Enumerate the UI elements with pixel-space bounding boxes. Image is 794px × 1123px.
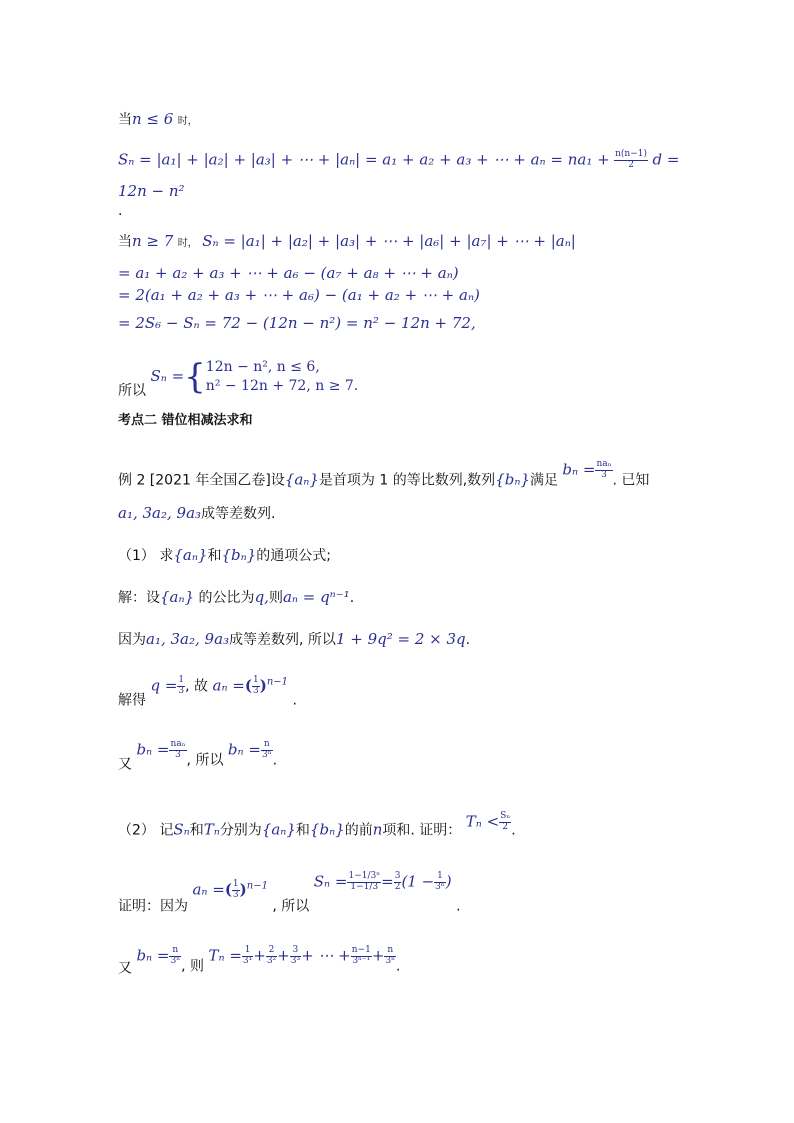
proof-line-1 [118, 872, 461, 913]
text: . [396, 958, 401, 975]
math: bₙ = [562, 460, 596, 479]
numerator: n [169, 946, 181, 957]
fraction [169, 946, 181, 967]
example-statement-2 [118, 506, 275, 521]
text: . [511, 822, 516, 839]
text: . [272, 752, 278, 769]
math: Tₙ [203, 820, 220, 839]
text: 的公比为 [194, 590, 255, 606]
text: 因为 [118, 632, 146, 648]
math: {aₙ} [284, 470, 319, 489]
denominator: 3ⁿ⁻¹ [352, 955, 371, 966]
fraction [232, 880, 240, 901]
fraction [434, 872, 446, 893]
denominator: 2 [394, 881, 401, 892]
math: 12n − n² [118, 182, 185, 200]
math: aₙ = [212, 676, 245, 695]
denominator: 3² [266, 955, 277, 966]
math: Sₙ = [313, 872, 348, 891]
text: 又 [118, 960, 132, 977]
text: 和 [295, 822, 310, 839]
plus: + [253, 946, 266, 965]
math: n ≥ 7 [132, 232, 174, 250]
plus: + [277, 946, 290, 965]
line-sn-result [118, 184, 185, 199]
text: （1） 求 [118, 548, 174, 564]
text: 成等差数列, 所以 [229, 632, 336, 648]
math: d = [652, 150, 680, 169]
text: 时， [177, 238, 198, 249]
text: 项和. 证明： [382, 822, 462, 839]
bn-definition [562, 460, 612, 481]
math: ) [445, 872, 452, 891]
exponent: n−1 [266, 676, 288, 688]
math: Tₙ < [465, 812, 500, 831]
math: aₙ = [192, 880, 225, 899]
denominator: 1−1/3 [350, 881, 379, 892]
question-1 [118, 548, 331, 563]
line-case-n-le-6 [118, 112, 198, 127]
denominator: 3 [232, 889, 239, 900]
math: bₙ = [227, 740, 261, 759]
proof-line-2 [118, 946, 401, 975]
math: n [372, 820, 383, 839]
text: , 则 [181, 958, 205, 975]
fraction [499, 812, 511, 833]
text: 分别为 [219, 822, 262, 839]
math: Sₙ [173, 820, 190, 839]
fraction [384, 946, 396, 967]
math: a₁, 3a₂, 9a₃ [146, 630, 230, 648]
numerator: n−1 [351, 945, 371, 955]
text: . [292, 692, 297, 709]
fraction [351, 946, 372, 967]
math: = 2S₆ − Sₙ = 72 − (12n − n²) = n² − 12n + 72, [118, 314, 476, 332]
denominator: 3ⁿ [261, 749, 272, 760]
inequality [466, 812, 511, 833]
denominator: 3 [178, 685, 185, 696]
denominator: 3ⁿ [170, 955, 181, 966]
solution-line-4 [118, 740, 277, 771]
numerator: 1 [252, 675, 259, 685]
math: aₙ = qⁿ⁻¹ [282, 588, 350, 606]
fraction [347, 872, 381, 893]
numerator: 1 [178, 675, 185, 685]
plus: + [371, 946, 385, 965]
brace: { [184, 356, 206, 397]
math: a₁, 3a₂, 9a₃ [118, 504, 202, 522]
text: , 所以 [272, 898, 310, 915]
denominator: 3 [601, 469, 607, 480]
question-2 [118, 812, 516, 837]
text: （2） 记 [118, 822, 174, 839]
numerator: naₙ [170, 739, 186, 749]
denominator: 3 [252, 685, 259, 696]
text: . [349, 590, 355, 606]
math: {bₙ} [495, 470, 530, 489]
text: 当 [118, 112, 132, 128]
math: bₙ = [136, 946, 170, 965]
text: 又 [118, 756, 132, 773]
fraction [261, 740, 273, 761]
paren: ) [239, 880, 247, 899]
text: . [465, 632, 471, 648]
line-sn-sum [118, 150, 679, 171]
math: {aₙ} [173, 546, 208, 564]
denominator: 3³ [290, 955, 301, 966]
case-1: 12n − n², n ≤ 6, [205, 359, 320, 375]
math: {aₙ} [261, 820, 296, 839]
text: 满足 [529, 472, 558, 489]
solution-line-3 [118, 676, 297, 707]
text: . [456, 898, 461, 915]
section-heading: 考点二 错位相减法求和 [118, 413, 253, 428]
math: Sₙ = |a₁| + |a₂| + |a₃| + ⋯ + |aₙ| = a₁ + a₂ + a₃ + ⋯ + aₙ = na₁ + [118, 150, 610, 169]
fraction [614, 150, 648, 171]
math: bₙ = [136, 740, 170, 759]
numerator: n [384, 946, 396, 957]
numerator: 1−1/3ⁿ [348, 871, 381, 881]
fraction [169, 740, 186, 761]
text: 是首项为 1 的等比数列,数列 [318, 472, 496, 489]
example-statement [118, 460, 649, 487]
text: 的前 [344, 822, 373, 839]
fraction [266, 946, 277, 967]
math: (1 − [401, 872, 435, 891]
fraction [252, 676, 260, 697]
math: = 2(a₁ + a₂ + a₃ + ⋯ + a₆) − (a₁ + a₂ + ⋯ + aₙ) [118, 286, 480, 304]
text: , 所以 [186, 752, 224, 769]
text: , 故 [185, 678, 209, 695]
line-derivation-3 [118, 316, 476, 331]
text: 的通项公式; [256, 548, 331, 564]
numerator: Sₙ [500, 811, 511, 821]
cases [206, 358, 358, 396]
numerator: n(n−1) [615, 149, 648, 159]
paren: ( [244, 676, 252, 695]
math: Tₙ = [208, 946, 242, 965]
numerator: 1 [232, 879, 239, 889]
math: {bₙ} [309, 820, 345, 839]
math: = a₁ + a₂ + a₃ + ⋯ + a₆ − (a₇ + a₈ + ⋯ + aₙ) [118, 264, 459, 282]
denominator: 3 [175, 749, 181, 760]
text: 解：设 [118, 590, 160, 606]
solution-line-1 [118, 590, 354, 605]
math: q = [150, 676, 178, 695]
text: 当 [118, 234, 132, 250]
numerator: 3 [394, 871, 401, 881]
line-piecewise [118, 358, 358, 398]
text: 成等差数列. [201, 506, 276, 522]
denominator: 3¹ [242, 955, 253, 966]
numerator: 2 [266, 946, 277, 957]
math: {bₙ} [221, 546, 257, 564]
denominator: 2 [628, 159, 634, 170]
text: 所以 [118, 382, 146, 399]
math: 1 + 9q² = 2 × 3q [335, 630, 466, 648]
fraction [242, 946, 253, 967]
numerator: 1 [434, 872, 446, 883]
line-derivation-2 [118, 288, 480, 303]
text: . 已知 [612, 472, 650, 489]
sn-expression [314, 872, 452, 893]
text: 例 2 [2021 年全国乙卷]设 [118, 472, 285, 489]
text: 和 [207, 548, 222, 564]
case-2: n² − 12n + 72, n ≥ 7. [205, 377, 359, 394]
text: 证明：因为 [118, 898, 188, 915]
line-derivation-1 [118, 266, 459, 281]
numerator: n [261, 740, 273, 751]
line-period [118, 204, 122, 218]
text: 和 [189, 822, 204, 839]
solution-line-2 [118, 632, 470, 647]
fraction [290, 946, 301, 967]
text: . [118, 203, 123, 219]
math: q, [254, 588, 269, 606]
math: n ≤ 6 [132, 110, 174, 128]
math: = [381, 872, 394, 891]
paren: ( [224, 880, 232, 899]
exponent: n−1 [246, 880, 268, 892]
text: 时， [177, 116, 198, 127]
math: {aₙ} [160, 588, 195, 606]
line-case-n-ge-7 [118, 234, 576, 249]
numerator: 1 [242, 946, 253, 957]
fraction [595, 460, 612, 481]
text: 则 [268, 590, 283, 606]
denominator: 2 [502, 821, 509, 832]
denominator: 3ⁿ [385, 955, 396, 966]
math: Sₙ = [150, 366, 185, 385]
numerator: 3 [290, 946, 301, 957]
paren: ) [259, 676, 267, 695]
math: Sₙ = |a₁| + |a₂| + |a₃| + ⋯ + |a₆| + |a₇| + ⋯ + |aₙ| [202, 232, 576, 250]
numerator: naₙ [596, 459, 612, 469]
text: 解得 [118, 692, 146, 709]
fraction [177, 676, 185, 697]
math: + ⋯ + [301, 946, 351, 965]
denominator: 3ⁿ [435, 881, 445, 892]
